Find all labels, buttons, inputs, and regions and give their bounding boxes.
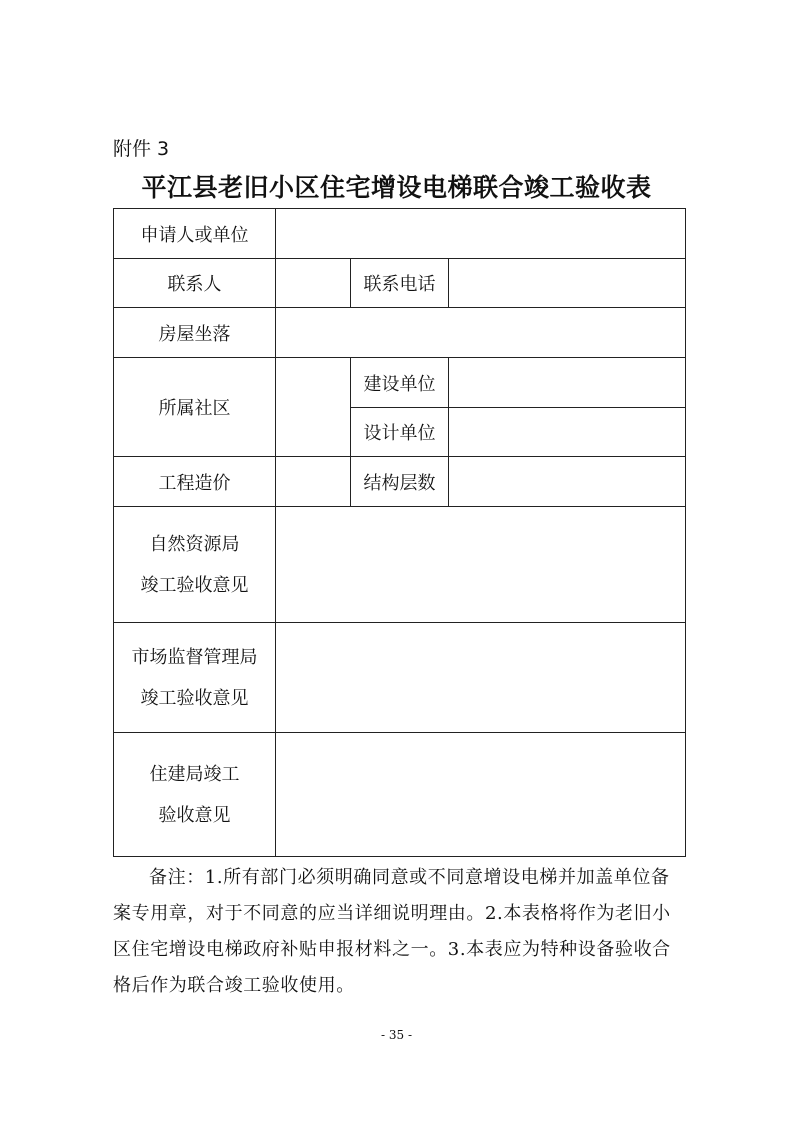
remarks-paragraph: 备注：1.所有部门必须明确同意或不同意增设电梯并加盖单位备案专用章，对于不同意的应当详细说明理由。2.本表格将作为老旧小区住宅增设电梯政府补贴申报材料之一。3.本表应为特种设备验收合格后作为联合竣工验收使用。 (113, 867, 671, 996)
applicant-label: 申请人或单位 (114, 209, 276, 259)
market-supervision-opinion-cell[interactable] (276, 623, 686, 733)
natural-resources-opinion-cell[interactable] (276, 507, 686, 623)
market-supervision-label-line2: 竣工验收意见 (140, 687, 249, 709)
location-value-cell[interactable] (276, 308, 686, 358)
acceptance-form-table (113, 208, 686, 857)
contact-label: 联系人 (114, 259, 276, 308)
natural-resources-label (114, 507, 276, 623)
cost-label: 工程造价 (114, 457, 276, 507)
page-number: - 35 - (380, 1028, 412, 1042)
market-supervision-row (114, 623, 686, 733)
housing-opinion-cell[interactable] (276, 733, 686, 857)
location-row (114, 308, 686, 358)
community-value-cell[interactable] (276, 358, 351, 457)
applicant-value-cell[interactable] (276, 209, 686, 259)
attachment-label: 附件 3 (113, 138, 170, 160)
floors-label: 结构层数 (351, 457, 449, 507)
document-title: 平江县老旧小区住宅增设电梯联合竣工验收表 (141, 173, 652, 202)
housing-label (114, 733, 276, 857)
location-label: 房屋坐落 (114, 308, 276, 358)
applicant-row (114, 209, 686, 259)
phone-label: 联系电话 (351, 259, 449, 308)
builder-label: 建设单位 (351, 358, 449, 408)
natural-resources-row (114, 507, 686, 623)
cost-value-cell[interactable] (276, 457, 351, 507)
floors-value-cell[interactable] (449, 457, 686, 507)
community-row (114, 358, 686, 408)
natural-resources-label-line1: 自然资源局 (149, 533, 240, 555)
housing-row (114, 733, 686, 857)
cost-row (114, 457, 686, 507)
market-supervision-label (114, 623, 276, 733)
designer-value-cell[interactable] (449, 408, 686, 457)
housing-label-line1: 住建局竣工 (149, 763, 240, 785)
community-label: 所属社区 (114, 358, 276, 457)
contact-row (114, 259, 686, 308)
contact-value-cell[interactable] (276, 259, 351, 308)
designer-label: 设计单位 (351, 408, 449, 457)
phone-value-cell[interactable] (449, 259, 686, 308)
builder-value-cell[interactable] (449, 358, 686, 408)
housing-label-line2: 验收意见 (158, 804, 231, 826)
natural-resources-label-line2: 竣工验收意见 (140, 574, 249, 596)
market-supervision-label-line1: 市场监督管理局 (131, 646, 258, 668)
